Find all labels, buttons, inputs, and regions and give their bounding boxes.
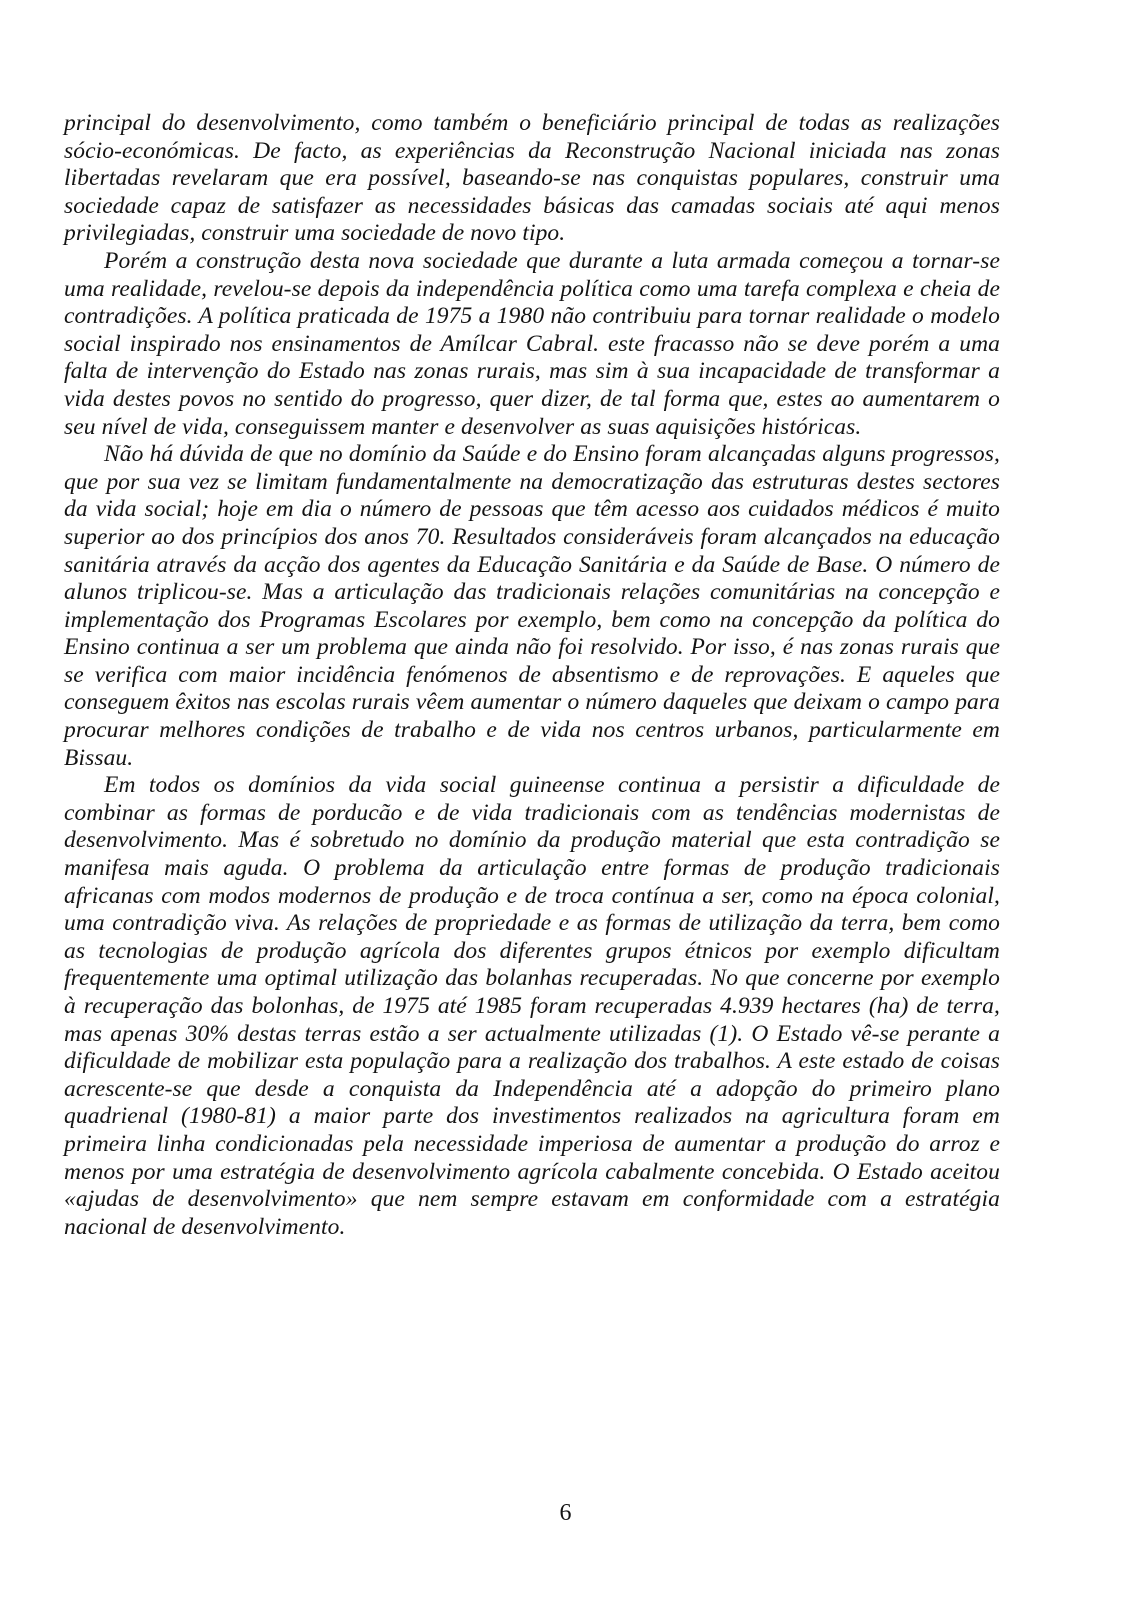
paragraph-2: Porém a construção desta nova sociedade que durante a luta armada começou a tornar-se uma realidade, revelou-se depois da independência política como uma tarefa complexa e cheia de contradições. A política praticada de 1975 a 1980 não contribuiu para tornar realidade o modelo social inspirado nos ensinamentos de Amílcar Cabral. este fracasso não se deve porém a uma falta de intervenção do Estado nas zonas rurais, mas sim à sua incapacidade de transformar a vida destes povos no sentido do progresso, quer dizer, de tal forma que, estes ao aumentarem o seu nível de vida, conseguissem manter e desenvolver as suas aquisições históricas. [64,247,1000,440]
page-number: 6 [559,1500,572,1526]
document-body [64,110,1000,1241]
paragraph-continuation: principal do desenvolvimento, como também o beneficiário principal de todas as realizações sócio-económicas. De facto, as experiências da Reconstrução Nacional iniciada nas zonas libertadas revelaram que era possível, baseando-se nas conquistas populares, construir uma sociedade capaz de satisfazer as necessidades básicas das camadas sociais até aqui menos privilegiadas, construir uma sociedade de novo tipo. [64,110,1000,247]
paragraph-4: Em todos os domínios da vida social guineense continua a persistir a dificuldade de combinar as formas de porducão e de vida tradicionais com as tendências modernistas de desenvolvimento. Mas é sobretudo no domínio da produção material que esta contradição se manifesa mais aguda. O problema da articulação entre formas de produção tradicionais africanas com modos modernos de produção e de troca contínua a ser, como na época colonial, uma contradição viva. As relações de propriedade e as formas de utilização da terra, bem como as tecnologias de produção agrícola dos diferentes grupos étnicos por exemplo dificultam frequentemente uma optimal utilização das bolanhas recuperadas. No que concerne por exemplo à recuperação das bolonhas, de 1975 até 1985 foram recuperadas 4.939 hectares (ha) de terra, mas apenas 30% destas terras estão a ser actualmente utilizadas (1). O Estado vê-se perante a dificuldade de mobilizar esta população para a realização dos trabalhos. A este estado de coisas acrescente-se que desde a conquista da Independência até a adopção do primeiro plano quadrienal (1980-81) a maior parte dos investimentos realizados na agricultura foram em primeira linha condicionadas pela necessidade imperiosa de aumentar a produção do arroz e menos por uma estratégia de desenvolvimento agrícola cabalmente concebida. O Estado aceitou «ajudas de desenvolvimento» que nem sempre estavam em conformidade com a estratégia nacional de desenvolvimento. [64,772,1000,1240]
paragraph-3: Não há dúvida de que no domínio da Saúde e do Ensino foram alcançadas alguns progressos, que por sua vez se limitam fundamentalmente na democratização das estruturas destes sectores da vida social; hoje em dia o número de pessoas que têm acesso aos cuidados médicos é muito superior ao dos princípios dos anos 70. Resultados consideráveis foram alcançados na educação sanitária através da acção dos agentes da Educação Sanitária e da Saúde de Base. O número de alunos triplicou-se. Mas a articulação das tradicionais relações comunitárias na concepção e implementação dos Programas Escolares por exemplo, bem como na concepção da política do Ensino continua a ser um problema que ainda não foi resolvido. Por isso, é nas zonas rurais que se verifica com maior incidência fenómenos de absentismo e de reprovações. E aqueles que conseguem êxitos nas escolas rurais vêem aumentar o número daqueles que deixam o campo para procurar melhores condições de trabalho e de vida nos centros urbanos, particularmente em Bissau. [64,441,1000,771]
